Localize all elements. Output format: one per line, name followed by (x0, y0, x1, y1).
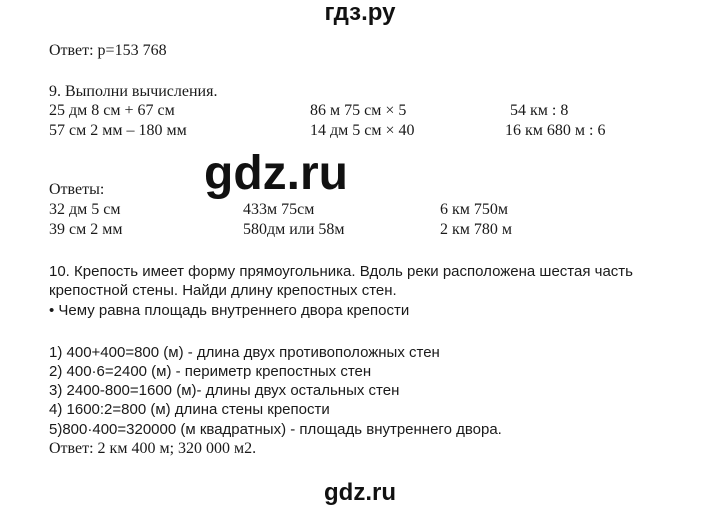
previous-answer: Ответ: р=153 768 (49, 42, 167, 59)
task9-answer: 39 см 2 мм (49, 221, 123, 238)
task10-step: 5)800·400=320000 (м квадратных) - площадь внутреннего двора. (49, 421, 502, 438)
task10-step: 3) 2400-800=1600 (м)- длины двух остальных стен (49, 382, 400, 399)
task9-answer: 6 км 750м (440, 201, 509, 218)
task9-expression: 25 дм 8 см + 67 см (49, 102, 175, 119)
task9-answers-title: Ответы: (49, 181, 105, 198)
task9-answer: 580дм или 58м (243, 221, 345, 238)
task10-step: 1) 400+400=800 (м) - длина двух противоположных стен (49, 344, 440, 361)
task9-expression: 57 см 2 мм – 180 мм (49, 122, 187, 139)
task9-answer: 433м 75см (243, 201, 315, 218)
task9-expression: 86 м 75 см × 5 (310, 102, 407, 119)
task10-question: • Чему равна площадь внутреннего двора крепости (49, 302, 410, 319)
site-footer: gdz.ru (324, 479, 396, 506)
task9-title: 9. Выполни вычисления. (49, 83, 218, 100)
task9-answer: 32 дм 5 см (49, 201, 121, 218)
task10-statement: 10. Крепость имеет форму прямоугольника. Вдоль реки расположена шестая часть (49, 263, 633, 280)
task9-answer: 2 км 780 м (440, 221, 513, 238)
watermark: gdz.ru (204, 147, 348, 200)
task10-step: 2) 400·6=2400 (м) - периметр крепостных стен (49, 363, 372, 380)
task10-answer: Ответ: 2 км 400 м; 320 000 м2. (49, 440, 257, 457)
site-header: гдз.ру (324, 0, 396, 26)
task10-step: 4) 1600:2=800 (м) длина стены крепости (49, 401, 330, 418)
task9-expression: 16 км 680 м : 6 (505, 122, 606, 139)
task9-expression: 54 км : 8 (510, 102, 569, 119)
task9-expression: 14 дм 5 см × 40 (310, 122, 415, 139)
task10-statement: крепостной стены. Найди длину крепостных стен. (49, 282, 397, 299)
